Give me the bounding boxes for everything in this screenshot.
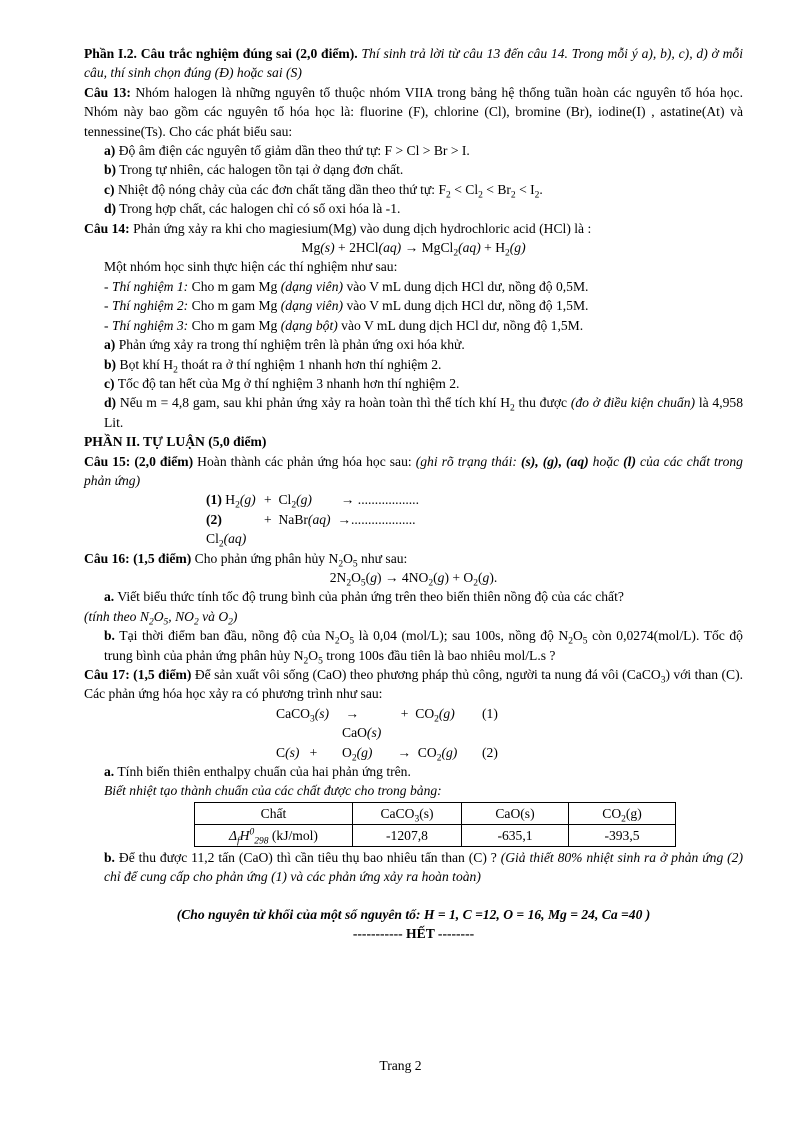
enthalpy-table: [194, 802, 676, 847]
part1-heading-para: [84, 44, 743, 83]
q17-b: b. Để thu được 11,2 tấn (CaO) thì cần tiêu thụ bao nhiêu tấn than (C) ? (Giả thiết 80% nhiệt sinh ra ở phản ứng (2) chỉ để cung cấp cho phản ứng (1) và các phản ứng xảy ra hoàn toàn): [104, 849, 743, 885]
exam-page: [84, 44, 743, 943]
q16-equation: $2N_2O_5(g) \to 4NO_2(g) + O_2(g)$.: [329, 569, 498, 589]
q13-label: Câu 13:: [84, 84, 131, 100]
q17-eq1: CaCO$_3$(s) → CaO(s) + $CO_2(g)$ (1): [276, 705, 498, 741]
q14-b: b) Bọt khí $H_2$ thoát ra ở thí nghiệm 1 nhanh hơn thí nghiệm 2.: [104, 356, 442, 376]
q14-exp1: - Thí nghiệm 1: Cho m gam Mg (dạng viên) vào V mL dung dịch HCl dư, nồng độ 0,5M.: [104, 278, 589, 294]
atomic-mass-note: (Cho nguyên tử khối của một số nguyên tố: H = 1, C =12, O = 16, Mg = 24, Ca =40 ): [176, 906, 651, 922]
q17-a: a. Tính biến thiên enthalpy chuẩn của hai phản ứng trên.: [104, 764, 411, 780]
q13-intro: Câu 13: Nhóm halogen là những nguyên tố thuộc nhóm VIIA trong bảng hệ thống tuần hoàn các nguyên tố hóa học. Nhóm này bao gồm các nguyên tố hóa học là: fluorine (F), chlorine (Cl), bromine (Br), iodine(I) , astatine(At) và tennessine(Ts). Cho các phát biểu sau:: [84, 84, 743, 139]
q13-c: c) Nhiệt độ nóng chảy của các đơn chất tăng dần theo thứ tự: $F_2 < Cl_2 < Br_2 < I_2$.: [104, 181, 543, 201]
page-number: Trang 2: [379, 1058, 422, 1073]
q17-table-caption: Biết nhiệt tạo thành chuẩn của các chất được cho trong bảng:: [104, 783, 442, 799]
q14-setup: Một nhóm học sinh thực hiện các thí nghiệm như sau:: [104, 259, 398, 275]
table-row: Chất CaCO$_3$(s) CaO(s) $CO_2(g)$: [195, 802, 676, 824]
q13-a: a) Độ âm điện các nguyên tố giảm dần theo thứ tự: F > Cl > Br > I.: [104, 143, 470, 159]
q14-d: d) Nếu m = 4,8 gam, sau khi phản ứng xảy ra hoàn toàn thì thể tích khí $H_2$ thu được (đo ở điều kiện chuẩn) là 4,958 Lit.: [104, 395, 743, 430]
q16-a: a. Viết biểu thức tính tốc độ trung bình của phản ứng trên theo biến thiên nồng độ của các chất?: [104, 589, 624, 605]
q15-eq2: (2) $Cl_2(aq)$ + NaBr(aq) →...................: [206, 511, 416, 550]
part2-heading: PHẦN II. TỰ LUẬN (5,0 điểm): [84, 434, 267, 450]
q16-intro: Câu 16: (1,5 điểm) Cho phản ứng phân hủy $N_2O_5$ như sau:: [84, 550, 408, 570]
q15-intro: Câu 15: (2,0 điểm) Hoàn thành các phản ứng hóa học sau: (ghi rõ trạng thái: (s), (g), (aq) hoặc (l) của các chất trong phản ứng): [84, 453, 743, 488]
q14-c: c) Tốc độ tan hết của Mg ở thí nghiệm 3 nhanh hơn thí nghiệm 2.: [104, 375, 460, 391]
part1-heading: Phần I.2. Câu trắc nghiệm đúng sai (2,0 điểm).: [84, 46, 358, 61]
q13-d: d) Trong hợp chất, các halogen chỉ có số oxi hóa là -1.: [104, 201, 401, 217]
q16-b: b. Tại thời điểm ban đầu, nồng độ của $N_2O_5$ là 0,04 (mol/L); sau 100s, nồng độ $N_2O_5$ còn 0,0274(mol/L). Tốc độ trung bình của phản ứng phân hủy $N_2O_5$ trong 100s đầu tiên là bao nhiêu mol/L.s ?: [104, 628, 743, 667]
end-marker: ----------- HẾT --------: [352, 926, 475, 942]
q14-intro: Câu 14: Phản ứng xảy ra khi cho magiesium(Mg) vào dung dịch hydrochloric acid (HCl) là :: [84, 220, 592, 236]
q17-intro: Câu 17: (1,5 điểm) Để sản xuất vôi sống (CaO) theo phương pháp thủ công, người ta nung đá vôi (CaCO$_3$) với than (C). Các phản ứng hóa học xảy ra có phương trình như sau:: [84, 667, 743, 702]
q15-eq1: (1) $H_2(g)$ + $Cl_2(g)$ → ..................: [206, 492, 419, 512]
q17-eq2: C(s) + $O_2(g)$ → $CO_2(g)$ (2): [276, 744, 498, 764]
q13-b: b) Trong tự nhiên, các halogen tồn tại ở dạng đơn chất.: [104, 162, 404, 178]
q14-a: a) Phản ứng xảy ra trong thí nghiệm trên là phản ứng oxi hóa khử.: [104, 337, 465, 353]
q14-label: Câu 14:: [84, 220, 130, 236]
q16-a-note: (tính theo $N_2O_5$, $NO_2$ và $O_2$): [84, 608, 238, 628]
table-row: $\Delta_fH^0_{298}$ (kJ/mol) -1207,8 -635,1 -393,5: [195, 824, 676, 846]
q14-exp3: - Thí nghiệm 3: Cho m gam Mg (dạng bột) vào V mL dung dịch HCl dư, nồng độ 1,5M.: [104, 317, 584, 333]
part1-instruction: Thí sinh trả lời từ câu 13 đến câu 14. Trong mỗi ý a), b), c), d) ở mỗi câu, thí sinh chọn đúng (Đ) hoặc sai (S): [84, 46, 743, 81]
q14-equation: Mg(s) + 2HCl(aq) → MgCl$_2$(aq) + $H_2(g)$: [301, 240, 526, 259]
q14-exp2: - Thí nghiệm 2: Cho m gam Mg (dạng viên) vào V mL dung dịch HCl dư, nồng độ 1,5M.: [104, 298, 589, 314]
